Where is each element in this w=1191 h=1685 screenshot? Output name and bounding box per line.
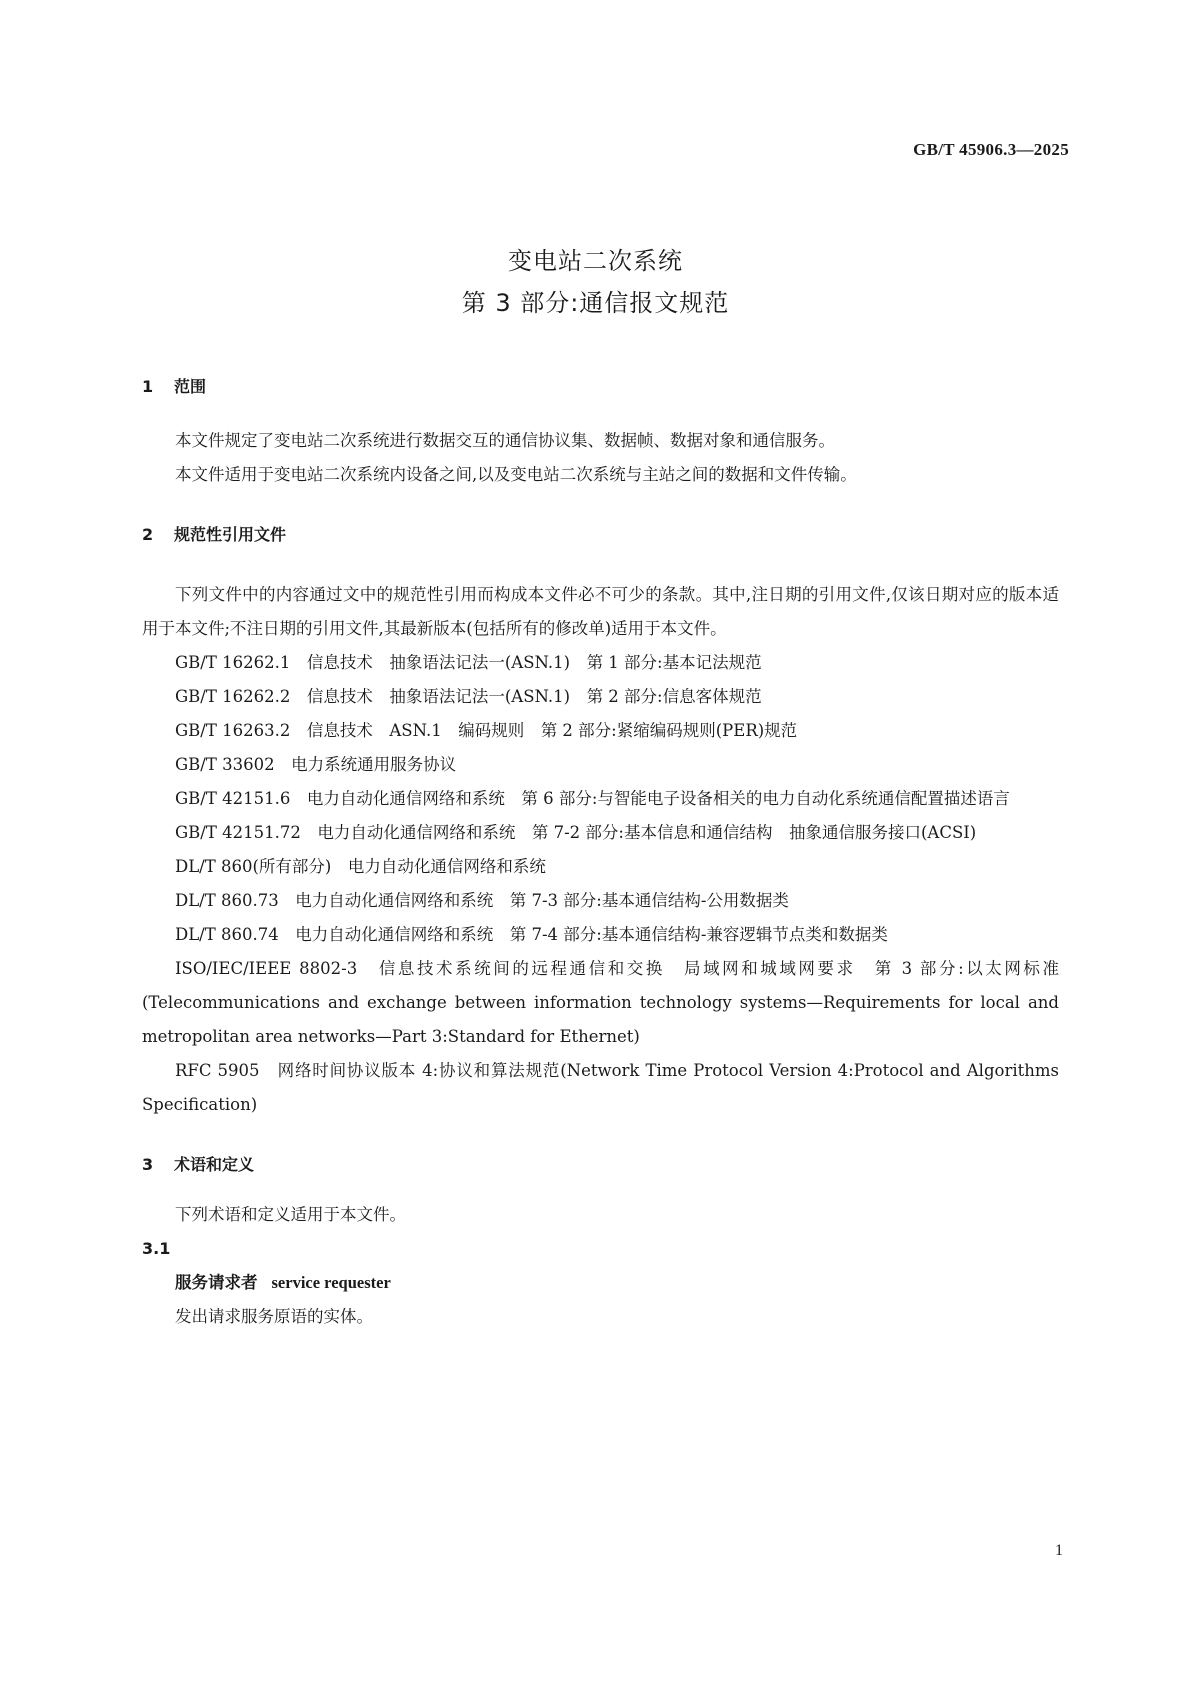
- term-name: [142, 1266, 1059, 1300]
- section-number: 3: [142, 1155, 154, 1174]
- section-heading-normative-references: [142, 524, 1059, 546]
- reference-item: DL/T 860(所有部分) 电力自动化通信网络和系统: [175, 857, 546, 876]
- reference-item: DL/T 860.74 电力自动化通信网络和系统 第 7-4 部分:基本通信结构-兼容逻辑节点类和数据类: [175, 925, 888, 944]
- standard-code: GB/T 45906.3—2025: [913, 140, 1069, 159]
- paragraph: 下列文件中的内容通过文中的规范性引用而构成本文件必不可少的条款。其中,注日期的引用文件,仅该日期对应的版本适用于本文件;不注日期的引用文件,其最新版本(包括所有的修改单)适用于本文件。: [142, 585, 1059, 638]
- reference-item: GB/T 16262.1 信息技术 抽象语法记法一(ASN.1) 第 1 部分:基本记法规范: [175, 653, 762, 672]
- reference-item: ISO/IEC/IEEE 8802-3 信息技术系统间的远程通信和交换 局域网和城域网要求 第 3 部分:以太网标准(Telecommunications and exchange between information technology systems—Requirements for local and metropolitan area networks—Part 3:Standard for Ethernet): [142, 959, 1059, 1046]
- title-line-2: 第 3 部分:通信报文规范: [461, 289, 730, 317]
- document-body: [142, 376, 1059, 1334]
- term-name-en: service requester: [271, 1273, 391, 1292]
- term-definition: 发出请求服务原语的实体。: [175, 1307, 373, 1326]
- section-title: 范围: [174, 377, 207, 396]
- paragraph: 本文件适用于变电站二次系统内设备之间,以及变电站二次系统与主站之间的数据和文件传输。: [175, 465, 857, 484]
- section-heading-terms-definitions: [142, 1154, 1059, 1176]
- reference-item: DL/T 860.73 电力自动化通信网络和系统 第 7-3 部分:基本通信结构-公用数据类: [175, 891, 789, 910]
- reference-item: GB/T 42151.72 电力自动化通信网络和系统 第 7-2 部分:基本信息和通信结构 抽象通信服务接口(ACSI): [175, 823, 977, 842]
- reference-item: GB/T 16263.2 信息技术 ASN.1 编码规则 第 2 部分:紧缩编码规则(PER)规范: [175, 721, 798, 740]
- section-title: 规范性引用文件: [174, 525, 287, 544]
- page-number: 1: [1055, 1542, 1063, 1559]
- section-heading-scope: [142, 376, 1059, 398]
- term-name-zh: 服务请求者: [175, 1273, 258, 1292]
- reference-item: RFC 5905 网络时间协议版本 4:协议和算法规范(Network Time Protocol Version 4:Protocol and Algorithms Specification): [142, 1061, 1059, 1114]
- term-number: 3.1: [142, 1239, 171, 1258]
- document-title: [0, 240, 1191, 324]
- section-title: 术语和定义: [174, 1155, 255, 1174]
- reference-item: GB/T 16262.2 信息技术 抽象语法记法一(ASN.1) 第 2 部分:信息客体规范: [175, 687, 762, 706]
- paragraph: 下列术语和定义适用于本文件。: [175, 1205, 406, 1224]
- reference-item: GB/T 33602 电力系统通用服务协议: [175, 755, 457, 774]
- section-number: 1: [142, 377, 154, 396]
- section-number: 2: [142, 525, 154, 544]
- paragraph: 本文件规定了变电站二次系统进行数据交互的通信协议集、数据帧、数据对象和通信服务。: [175, 431, 835, 450]
- title-line-1: 变电站二次系统: [508, 247, 683, 275]
- reference-item: GB/T 42151.6 电力自动化通信网络和系统 第 6 部分:与智能电子设备相关的电力自动化系统通信配置描述语言: [175, 789, 1010, 808]
